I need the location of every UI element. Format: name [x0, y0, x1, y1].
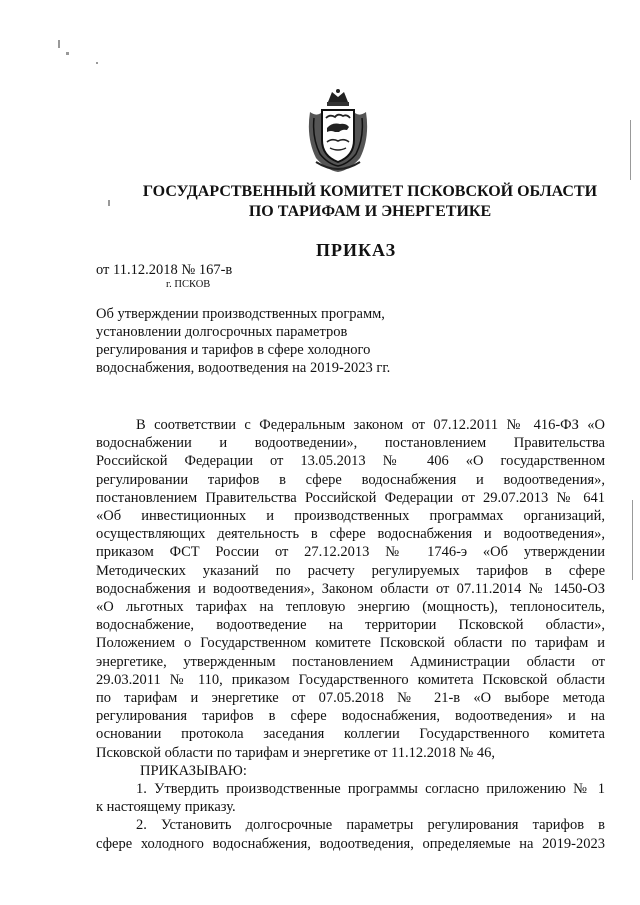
- pskov-coat-of-arms-icon: [302, 88, 374, 174]
- body-line: Методических указаний по расчету регулируемых тарифов в сфере: [96, 562, 605, 579]
- body-line: Российской Федерации от 13.05.2013 № 406 «О государственном: [96, 453, 605, 470]
- body-line: водоснабжения и водоотведения», Законом области от 07.11.2014 № 1450-ОЗ: [96, 580, 605, 597]
- body-line: постановлением Правительства Российской Федерации от 29.07.2013 № 641: [96, 489, 605, 506]
- document-subject: [96, 305, 426, 377]
- body-line: сфере холодного водоснабжения, водоотведения, определяемые на 2019-2023: [96, 835, 605, 852]
- scan-speck: [96, 62, 98, 64]
- body-line: 2. Установить долгосрочные параметры регулирования тарифов в: [136, 817, 605, 834]
- document-type: ПРИКАЗ: [316, 240, 397, 260]
- agency-name-line-1: ГОСУДАРСТВЕННЫЙ КОМИТЕТ ПСКОВСКОЙ ОБЛАСТИ: [142, 183, 598, 200]
- body-line: Псковской области по тарифам и энергетике от 11.12.2018 № 46,: [96, 744, 495, 761]
- subject-line: регулирования и тарифов в сфере холодного: [96, 342, 371, 358]
- document-body: [96, 416, 605, 853]
- body-line: по тарифам и энергетике от 07.05.2018 № 21-в «О выборе метода: [96, 690, 605, 707]
- agency-name-line-2: ПО ТАРИФАМ И ЭНЕРГЕТИКЕ: [248, 203, 492, 220]
- scan-speck: [66, 52, 69, 55]
- body-line: основании протокола заседания коллегии Государственного комитета: [96, 726, 605, 743]
- body-line: Положением о Государственном комитете Псковской области по тарифам и: [96, 635, 605, 652]
- body-line: к настоящему приказу.: [96, 799, 236, 816]
- body-line: В соответствии с Федеральным законом от 07.12.2011 № 416-ФЗ «О: [136, 417, 605, 433]
- scan-speck: [108, 200, 110, 206]
- scan-speck: [58, 40, 60, 48]
- subject-line: водоснабжения, водоотведения на 2019-2023 гг.: [96, 360, 391, 376]
- body-line: приказом ФСТ России от 27.12.2013 № 1746-э «Об утверждении: [96, 544, 605, 561]
- body-line: водоснабжение, водоотведение на территории Псковской области»,: [96, 617, 605, 634]
- body-line: регулирования тарифов в сфере водоснабжения, водоотведения» и на: [96, 708, 605, 725]
- order-keyword: ПРИКАЗЫВАЮ:: [140, 762, 247, 779]
- document-date-number: от 11.12.2018 № 167-в: [96, 262, 233, 278]
- body-line: регулировании тарифов в сфере водоснабжения и водоотведения»,: [96, 471, 605, 488]
- body-line: 1. Утвердить производственные программы согласно приложению № 1: [136, 781, 605, 798]
- document-city: г. ПСКОВ: [166, 279, 211, 290]
- body-line: осуществляющих деятельность в сфере водоснабжения и водоотведения»,: [96, 526, 605, 543]
- body-line: водоснабжении и водоотведении», постановлением Правительства: [96, 435, 605, 452]
- subject-line: установлении долгосрочных параметров: [96, 324, 348, 340]
- body-line: «О льготных тарифах на тепловую энергию (мощность), теплоноситель,: [96, 599, 605, 616]
- body-line: 29.03.2011 № 110, приказом Государственного комитета Псковской области: [96, 671, 605, 688]
- body-line: энергетике, утвержденным постановлением Администрации области от: [96, 653, 605, 670]
- body-line: «Об инвестиционных и производственных программах организаций,: [96, 508, 605, 525]
- scan-speck: [630, 120, 631, 180]
- subject-line: Об утверждении производственных программ,: [96, 306, 385, 322]
- agency-name: [100, 182, 640, 222]
- scan-speck: [632, 500, 633, 580]
